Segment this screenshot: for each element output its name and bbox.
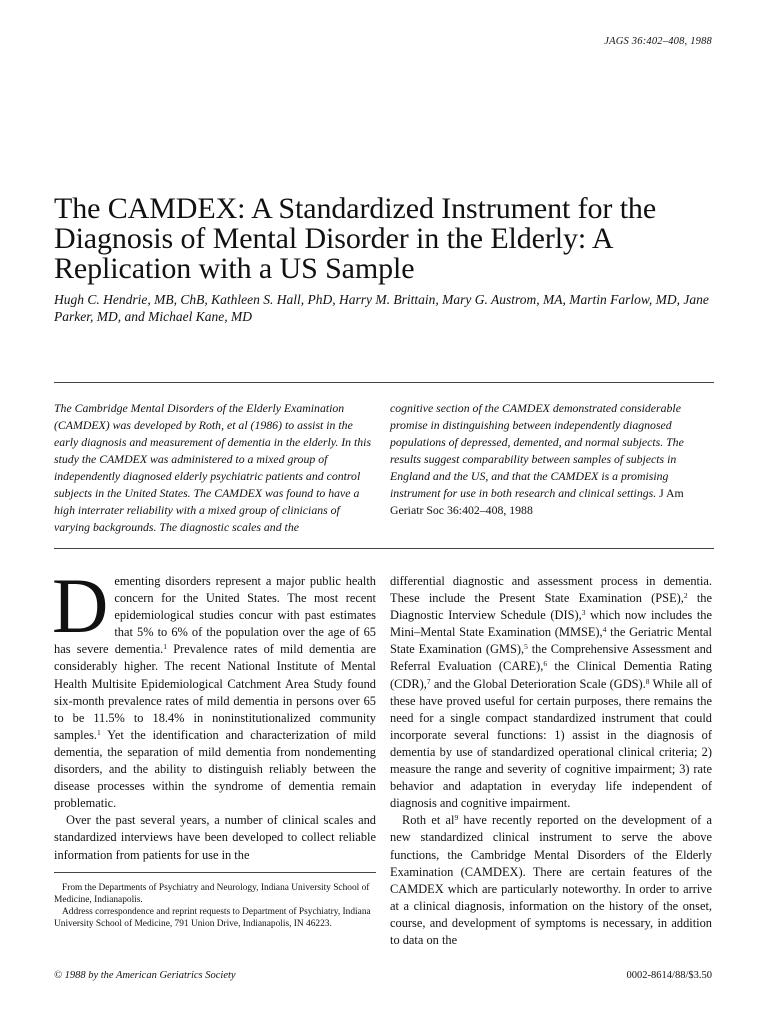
reference-marker: 2	[683, 591, 688, 601]
body-text: which now includes the Mini–Mental State Examination (MMSE),	[390, 608, 712, 640]
footnote-rule	[54, 872, 376, 873]
reference-marker: 6	[543, 659, 548, 669]
body-left-column	[52, 562, 376, 864]
abstract-top-rule	[54, 382, 714, 383]
reference-marker: 9	[454, 813, 459, 823]
body-text: differential diagnostic and assessment process in dementia. These include the Present State Examination (PSE),	[390, 574, 712, 606]
reference-marker: 5	[524, 642, 528, 652]
body-paragraph	[390, 812, 712, 949]
body-text: Yet the identification and characterization of mild dementia, the separation of mild dementia from nondementing disorders, and the ability to distinguish reliably between the disease processes within the syndrome of dementia remain problematic.	[54, 727, 376, 811]
reference-marker: 1	[97, 727, 101, 737]
reference-marker: 3	[581, 608, 586, 618]
affiliation-footnote: From the Departments of Psychiatry and Neurology, Indiana University School of Medicine, Indianapolis.	[54, 883, 370, 905]
issn-code: 0002-8614/88/$3.50	[626, 970, 712, 981]
author-list: Hugh C. Hendrie, MB, ChB, Kathleen S. Hall, PhD, Harry M. Brittain, Mary G. Austrom, MA, Martin Farlow, MD, Jane Parker, MD, and Michael Kane, MD	[54, 292, 709, 324]
abstract-right-text: cognitive section of the CAMDEX demonstrated considerable promise in distinguishing between independently diagnosed populations of depressed, demented, and normal subjects. The results suggest comparability between samples of subjects in England and the US, and that the CAMDEX is a promising instrument for use in both research and clinical settings.	[390, 401, 684, 500]
body-text: the Diagnostic Interview Schedule (DIS),	[390, 591, 712, 623]
body-text: have recently reported on the development of a new standardized clinical instrument to serve the above functions, the Cambridge Mental Disorders of the Elderly Examination (CAMDEX). There are certain features of the CAMDEX which are particularly noteworthy. In order to arrive at a clinical diagnosis, information on the history of the onset, course, and development of symptoms is necessary, in addition to data on the	[390, 813, 712, 947]
journal-reference: JAGS 36:402–408, 1988	[604, 36, 712, 47]
reference-marker: 1	[163, 642, 167, 652]
correspondence-footnote: Address correspondence and reprint requests to Department of Psychiatry, Indiana University School of Medicine, 791 Union Drive, Indianapolis, IN 46223.	[54, 907, 371, 929]
body-text: the Geriatric Mental State Examination (GMS),	[390, 625, 712, 657]
reference-marker: 4	[602, 625, 607, 635]
body-text: Roth et al	[402, 813, 455, 828]
drop-cap: D	[52, 562, 109, 649]
abstract-right-column	[390, 400, 710, 519]
body-paragraph	[52, 562, 376, 812]
body-text: While all of these have proved useful for certain purposes, there remains the need for a single compact standardized instrument that could incorporate several functions: 1) assist in the diagnosis of dementia by use of standardized operational clinical criteria; 2) measure the range and severity of cognitive impairment; 3) rate behavior and adaptation in everyday life independent of diagnosis and cognitive impairment.	[390, 676, 712, 811]
body-text: ementing disorders represent a major public health concern for the United States. The most recent epidemiological studies concur with past estimates that 5% to 6% of the population over the age of 65 has severe dementia.	[54, 574, 376, 657]
reference-marker: 7	[426, 676, 431, 686]
body-paragraph	[54, 812, 376, 863]
body-text: the Comprehensive Assessment and Referral Evaluation (CARE),	[390, 642, 712, 674]
body-text: Over the past several years, a number of clinical scales and standardized interviews have been developed to collect reliable information from patients for use in the	[54, 813, 376, 862]
abstract-left-column	[54, 400, 374, 536]
body-right-column	[390, 573, 712, 949]
abstract-left-text: The Cambridge Mental Disorders of the Elderly Examination (CAMDEX) was developed by Roth, et al (1986) to assist in the early diagnosis and measurement of dementia in the elderly. In this study the CAMDEX was administered to a mixed group of independently diagnosed elderly psychiatric patients and control subjects in the United States. The CAMDEX was found to have a high interrater reliability with a mixed group of clinicians of varying backgrounds. The diagnostic scales and the	[54, 401, 372, 534]
abstract-citation: J Am Geriatr Soc 36:402–408, 1988	[390, 486, 684, 517]
abstract-bottom-rule	[54, 548, 714, 549]
body-text: Prevalence rates of mild dementia are considerably higher. The recent National Institute of Mental Health Multisite Epidemiological Catchment Area Study found six-month prevalence rates of mild dementia in persons over 65 to be 11.5% to 18.4% in noninstitutionalized community samples.	[54, 642, 376, 742]
article-title: The CAMDEX: A Standardized Instrument for the Diagnosis of Mental Disorder in the Elderly: A Replication with a US Sample	[54, 192, 657, 285]
reference-marker: 8	[645, 676, 650, 686]
footnotes	[54, 882, 376, 930]
body-text: and the Global Deterioration Scale (GDS).	[430, 676, 646, 691]
body-paragraph	[390, 573, 712, 812]
copyright-notice: © 1988 by the American Geriatrics Society	[54, 970, 236, 981]
body-text: the Clinical Dementia Rating (CDR),	[390, 659, 712, 691]
